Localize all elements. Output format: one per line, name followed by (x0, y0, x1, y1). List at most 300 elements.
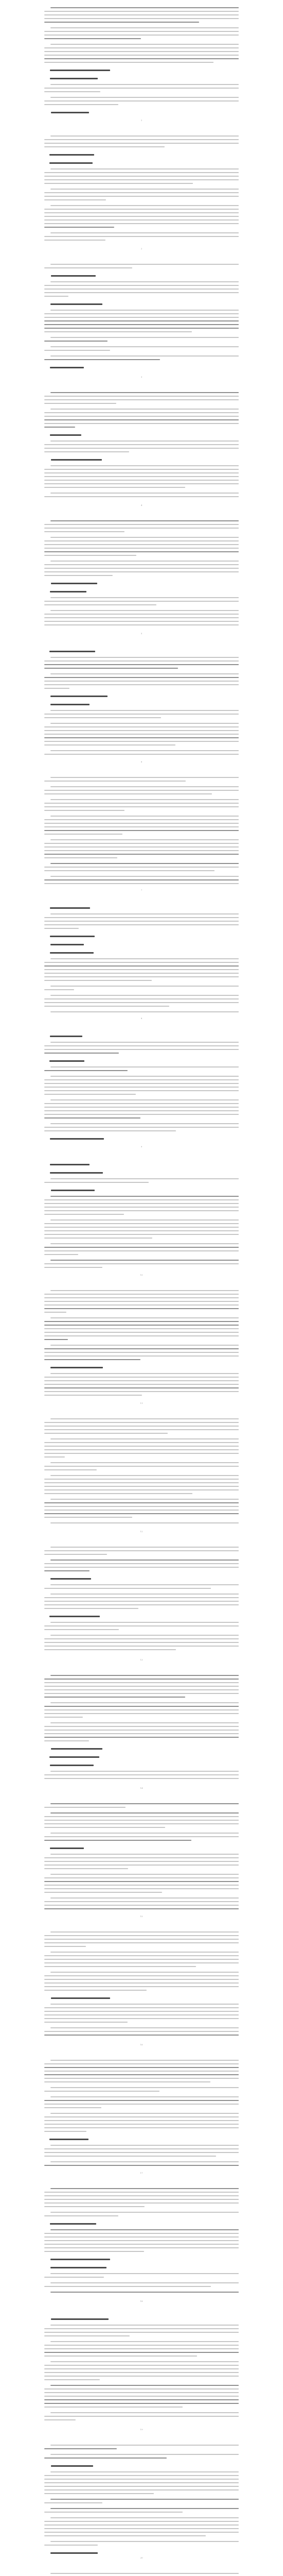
body-text-line (44, 564, 239, 565)
body-text-line (44, 854, 239, 855)
body-text-line (44, 1130, 176, 1131)
body-text-line (44, 176, 239, 177)
section-heading-line (49, 1060, 84, 1062)
body-text-line (44, 1966, 196, 1967)
section-heading-line (50, 2267, 107, 2268)
body-text-line (44, 1479, 239, 1480)
body-text-line (44, 969, 239, 970)
section-heading-line (50, 434, 81, 436)
body-text-line (50, 1972, 239, 1973)
body-text-line (44, 292, 239, 293)
body-text-line (44, 980, 152, 981)
body-text-line (44, 741, 239, 742)
section-heading-line (50, 696, 108, 697)
body-text-line (50, 2508, 239, 2509)
section-heading-line (50, 78, 98, 79)
body-text-line (44, 179, 239, 180)
body-text-line (44, 38, 141, 39)
body-text-line (44, 2328, 239, 2329)
body-text-line (44, 223, 239, 224)
body-text-line (44, 2406, 183, 2408)
body-text-line (44, 227, 114, 228)
body-text-line (50, 1462, 239, 1463)
body-text-line (44, 1304, 239, 1306)
body-text-line (44, 1207, 239, 1208)
page-number: 3 (140, 376, 143, 378)
body-text-line (50, 392, 239, 393)
body-text-line (44, 427, 75, 428)
body-text-line (50, 27, 239, 28)
body-text-line (44, 2031, 239, 2032)
body-text-line (50, 2573, 239, 2574)
body-text-line (50, 876, 239, 877)
body-text-line (44, 1442, 239, 1443)
body-text-line (50, 2096, 239, 2097)
body-text-line (44, 2199, 239, 2200)
body-text-line (50, 1243, 239, 1244)
body-text-line (44, 2247, 239, 2248)
body-text-line (50, 673, 239, 674)
section-heading-line (51, 1997, 110, 1999)
body-text-line (50, 1178, 239, 1179)
body-text-line (44, 412, 239, 413)
page-number: 9 (140, 1145, 143, 1148)
body-text-line (44, 2067, 239, 2068)
body-text-line (44, 1182, 149, 1183)
body-text-line (44, 1740, 89, 1741)
body-text-line (44, 962, 239, 963)
body-text-line (44, 717, 161, 718)
body-text-line (50, 1803, 239, 1804)
body-text-line (44, 1608, 138, 1609)
body-text-line (44, 1301, 239, 1302)
body-text-line (50, 1499, 239, 1500)
body-text-line (44, 480, 239, 481)
body-text-line (44, 1774, 239, 1775)
page-number: 4 (140, 504, 143, 506)
body-text-line (44, 219, 239, 221)
body-text-line (50, 2471, 239, 2472)
body-text-line (44, 790, 239, 791)
body-text-line (50, 1560, 239, 1561)
body-text-line (50, 1854, 239, 1855)
body-text-line (50, 2282, 239, 2283)
body-text-line (44, 1002, 239, 1003)
body-text-line (50, 537, 239, 538)
body-text-line (44, 2014, 239, 2015)
body-text-line (44, 2512, 183, 2513)
body-text-line (44, 617, 239, 618)
body-text-line (44, 744, 175, 745)
body-text-line (44, 2396, 239, 2397)
body-text-line (50, 1702, 239, 1703)
body-text-line (44, 793, 212, 794)
body-text-line (44, 819, 239, 820)
body-text-line (44, 18, 239, 19)
body-text-line (50, 355, 239, 357)
body-text-line (44, 2352, 239, 2353)
body-text-line (44, 1352, 239, 1353)
body-text-line (44, 1203, 239, 1204)
body-text-line (44, 1312, 66, 1313)
body-text-line (50, 1874, 239, 1875)
body-text-line (44, 1127, 239, 1128)
body-text-line (44, 879, 239, 880)
body-text-line (44, 62, 214, 63)
body-text-line (44, 1114, 239, 1115)
body-text-line (50, 135, 239, 137)
body-text-line (44, 2335, 130, 2336)
body-text-line (44, 1713, 239, 1714)
page-number: 10 (140, 1274, 143, 1276)
body-text-line (50, 44, 239, 45)
body-text-line (44, 35, 239, 36)
body-text-line (44, 867, 239, 868)
body-text-line (44, 1706, 239, 1707)
page-number: 1 (140, 119, 143, 122)
body-text-line (44, 1726, 239, 1727)
body-text-line (44, 1433, 168, 1434)
body-text-line (44, 2392, 239, 2393)
page-number: 7 (140, 889, 143, 891)
body-text-line (50, 995, 239, 996)
body-text-line (44, 14, 239, 15)
body-text-line (44, 571, 239, 572)
body-text-line (44, 451, 129, 452)
body-text-line (44, 47, 239, 48)
body-text-line (44, 575, 113, 576)
body-text-line (44, 1946, 86, 1947)
body-text-line (50, 2541, 239, 2542)
body-text-line (44, 1857, 239, 1858)
body-text-line (44, 1328, 239, 1329)
body-text-line (44, 921, 239, 922)
body-text-line (44, 684, 239, 685)
body-text-line (50, 1042, 239, 1043)
body-text-line (44, 624, 239, 625)
body-text-line (44, 469, 239, 470)
body-text-line (44, 2148, 239, 2149)
body-text-line (44, 1868, 128, 1869)
body-text-line (50, 2292, 239, 2293)
body-text-line (50, 168, 239, 170)
body-text-line (44, 267, 132, 268)
body-text-line (44, 51, 239, 52)
section-heading-line (50, 70, 110, 71)
body-text-line (44, 2379, 100, 2380)
body-text-line (50, 440, 239, 442)
body-text-line (50, 465, 239, 466)
body-text-line (44, 419, 239, 420)
body-text-line (44, 1686, 239, 1687)
body-text-line (50, 84, 239, 85)
body-text-line (50, 786, 239, 787)
body-text-line (50, 1594, 239, 1595)
body-text-line (44, 1426, 239, 1427)
body-text-line (50, 710, 239, 711)
body-text-line (44, 870, 215, 871)
section-heading-line (50, 591, 86, 592)
body-text-line (44, 989, 74, 990)
body-text-line (44, 1682, 239, 1683)
body-text-line (44, 2489, 239, 2490)
body-text-line (50, 1812, 239, 1814)
body-text-line (44, 416, 239, 417)
body-text-line (44, 1567, 239, 1568)
body-text-line (44, 734, 239, 735)
body-text-line (44, 1117, 140, 1118)
body-text-line (44, 1006, 169, 1007)
body-text-line (44, 317, 239, 318)
page-number: 20 (140, 2556, 143, 2559)
body-text-line (50, 1418, 239, 1419)
page-number: 11 (140, 1402, 143, 1404)
body-text-line (44, 1513, 239, 1514)
body-text-line (44, 2388, 239, 2389)
section-heading-line (50, 1367, 103, 1368)
body-text-line (44, 91, 100, 92)
section-heading-line (49, 1756, 99, 1758)
body-text-line (44, 604, 156, 605)
body-text-line (44, 1308, 239, 1309)
body-text-line (50, 2341, 239, 2342)
body-text-line (44, 1094, 136, 1095)
body-text-line (44, 830, 239, 831)
body-text-line (44, 1446, 239, 1447)
body-text-line (44, 2206, 145, 2207)
body-text-line (44, 1990, 147, 1991)
body-text-line (44, 1384, 239, 1385)
body-text-line (44, 1486, 239, 1487)
body-text-line (50, 2499, 239, 2500)
body-text-line (44, 973, 239, 974)
body-text-line (50, 1675, 239, 1676)
body-text-line (44, 496, 239, 497)
body-text-line (44, 1223, 239, 1224)
body-text-line (50, 657, 239, 658)
body-text-line (44, 1892, 162, 1893)
body-text-line (50, 2229, 239, 2230)
body-text-line (44, 1227, 239, 1228)
page-number: 8 (140, 1017, 143, 1020)
body-text-line (44, 1962, 239, 1963)
body-text-line (44, 2403, 239, 2404)
body-text-line (44, 2156, 216, 2157)
body-text-line (44, 55, 239, 56)
body-text-line (44, 1469, 97, 1470)
body-text-line (44, 1730, 239, 1731)
body-text-line (44, 487, 185, 488)
body-text-line (44, 88, 239, 89)
body-text-line (50, 493, 239, 494)
body-text-line (44, 1254, 78, 1255)
body-text-line (44, 2244, 239, 2245)
body-text-line (44, 2195, 239, 2196)
body-text-line (44, 1456, 65, 1458)
section-heading-line (51, 275, 96, 277)
body-text-line (44, 2152, 239, 2153)
body-text-line (50, 1345, 239, 1346)
body-text-line (44, 1737, 239, 1738)
page-number: 18 (140, 2300, 143, 2302)
body-text-line (44, 1045, 239, 1046)
body-text-line (44, 2486, 239, 2487)
section-heading-line (51, 112, 89, 113)
body-text-line (50, 2361, 239, 2362)
body-text-line (50, 2412, 239, 2413)
body-text-line (44, 1214, 124, 1215)
body-text-line (44, 1625, 239, 1626)
body-text-line (44, 668, 178, 669)
body-text-line (44, 998, 239, 999)
body-text-line (50, 913, 239, 914)
body-text-line (44, 2376, 239, 2377)
body-text-line (44, 965, 239, 967)
body-text-line (50, 1066, 239, 1067)
body-text-line (44, 2202, 239, 2204)
body-text-line (44, 528, 239, 529)
body-text-line (50, 1833, 239, 1834)
body-text-line (50, 750, 239, 751)
body-text-line (44, 296, 68, 297)
body-text-line (44, 331, 192, 332)
section-heading-line (51, 583, 97, 584)
section-heading-line (50, 704, 90, 705)
body-text-line (44, 403, 116, 404)
body-text-line (44, 1087, 239, 1088)
body-text-line (44, 1563, 239, 1564)
body-text-line (44, 1339, 68, 1340)
section-heading-line (49, 162, 93, 164)
body-text-line (44, 1380, 239, 1381)
body-text-line (44, 2192, 239, 2193)
body-text-line (44, 2368, 239, 2369)
body-text-line (50, 1771, 239, 1772)
body-text-line (44, 850, 239, 851)
body-text-line (44, 100, 239, 101)
body-text-line (50, 839, 239, 840)
section-heading-line (50, 944, 84, 945)
body-text-line (50, 958, 239, 959)
body-text-line (44, 2124, 239, 2125)
page-number: 14 (140, 1787, 143, 1789)
body-text-line (44, 289, 239, 290)
body-text-line (44, 1604, 239, 1605)
body-text-line (44, 1865, 239, 1866)
body-text-line (44, 1888, 239, 1889)
section-heading-line (49, 1616, 100, 1617)
section-heading-line (50, 1848, 84, 1849)
body-text-line (44, 216, 239, 217)
body-text-line (44, 1942, 239, 1943)
body-text-line (44, 883, 239, 884)
body-text-line (50, 1123, 239, 1124)
body-text-line (44, 1247, 239, 1248)
body-text-line (50, 1196, 239, 1197)
body-text-line (44, 22, 199, 23)
body-text-line (44, 1877, 239, 1878)
body-text-line (44, 172, 239, 173)
page-number: 19 (140, 2428, 143, 2431)
body-text-line (44, 1717, 83, 1718)
section-heading-line (49, 2139, 89, 2140)
body-text-line (44, 2348, 239, 2349)
page-number: 15 (140, 1915, 143, 1918)
body-text-line (44, 1230, 239, 1231)
body-text-line (44, 1982, 239, 1984)
body-text-line (44, 1679, 239, 1680)
body-text-line (44, 1502, 239, 1503)
body-text-line (44, 531, 125, 532)
body-text-line (44, 2277, 104, 2278)
body-text-line (44, 359, 160, 360)
body-text-line (44, 1079, 239, 1080)
body-text-line (44, 1642, 239, 1643)
body-text-line (44, 1263, 239, 1264)
body-text-line (44, 143, 239, 144)
body-text-line (50, 189, 239, 190)
body-text-line (50, 863, 239, 864)
body-text-line (44, 1733, 239, 1734)
body-text-line (44, 423, 239, 424)
body-text-line (44, 2521, 239, 2522)
page-number: 12 (140, 1530, 143, 1533)
body-text-line (44, 1348, 239, 1349)
body-text-line (44, 2399, 239, 2400)
body-text-line (44, 1881, 239, 1882)
section-heading-line (49, 651, 95, 652)
body-text-line (50, 264, 239, 265)
body-text-line (44, 1107, 239, 1108)
body-text-line (44, 1905, 239, 1906)
body-text-line (44, 1836, 239, 1837)
body-text-line (44, 1709, 239, 1710)
body-text-line (44, 1199, 239, 1200)
body-text-line (44, 1325, 239, 1326)
body-text-line (44, 1090, 239, 1091)
body-text-line (44, 2479, 239, 2480)
body-text-line (44, 1210, 239, 1211)
body-text-line (50, 1373, 239, 1374)
body-text-line (50, 1219, 239, 1221)
body-text-line (50, 597, 239, 598)
body-text-line (44, 1238, 152, 1239)
body-text-line (44, 472, 239, 473)
body-text-line (44, 11, 239, 12)
page-number: 16 (140, 2043, 143, 2046)
body-text-line (44, 2120, 239, 2121)
body-text-line (44, 928, 79, 929)
body-text-line (44, 1638, 239, 1639)
body-text-line (50, 2004, 239, 2005)
body-text-line (44, 1816, 239, 1817)
section-heading-line (50, 1172, 103, 1174)
body-text-line (44, 2372, 239, 2373)
body-text-line (44, 2448, 117, 2449)
section-heading-line (51, 2465, 93, 2467)
body-text-line (44, 1335, 239, 1336)
body-text-line (50, 2087, 239, 2088)
body-text-line (44, 285, 239, 286)
body-text-line (44, 2419, 76, 2420)
body-text-line (44, 1377, 239, 1378)
body-text-line (50, 337, 239, 338)
body-text-line (44, 2091, 160, 2092)
body-text-line (44, 444, 239, 445)
body-text-line (44, 601, 239, 602)
body-text-line (44, 2524, 239, 2526)
body-text-line (44, 834, 122, 835)
